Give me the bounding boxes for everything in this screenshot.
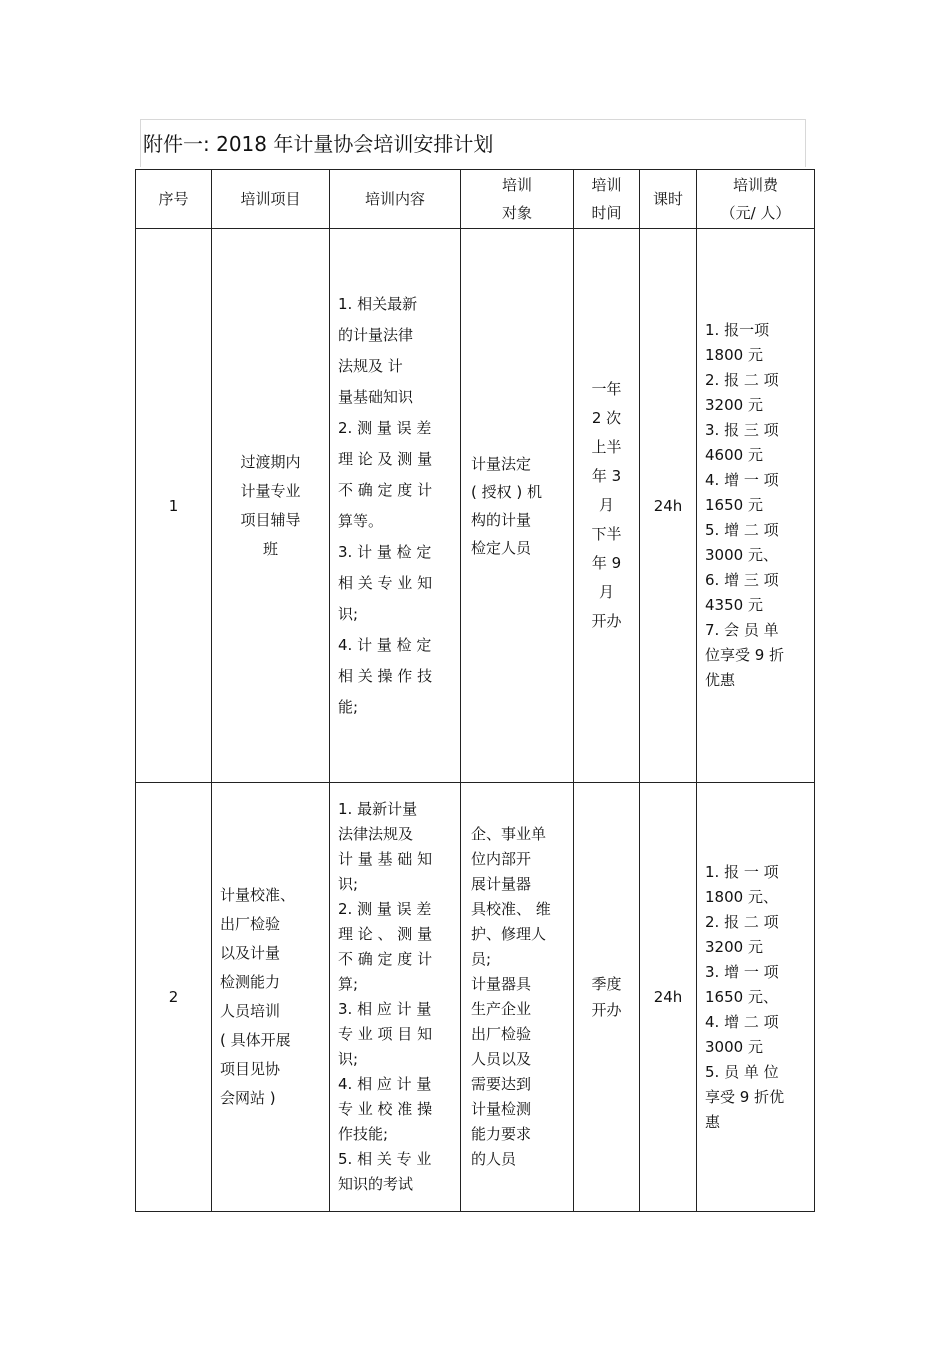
row-time: 一年 2 次 上半 年 3 月 下半 年 9 月 开办 xyxy=(574,229,640,783)
row-target: 计量法定 ( 授权 ) 机 构的计量 检定人员 xyxy=(461,229,574,783)
page-title: 附件一: 2018 年计量协会培训安排计划 xyxy=(143,132,494,156)
table-row xyxy=(136,229,815,783)
row-target: 企、事业单 位内部开 展计量器 具校准、 维 护、修理人 员; 计量器具 生产企业 出厂检验 人员以及 需要达到 计量检测 能力要求 的人员 xyxy=(461,783,574,1212)
training-plan-table xyxy=(135,169,815,1212)
header-project: 培训项目 xyxy=(212,170,330,229)
row-time: 季度 开办 xyxy=(574,783,640,1212)
header-time: 培训 时间 xyxy=(574,170,640,229)
row-no: 1 xyxy=(136,229,212,783)
row-project: 过渡期内 计量专业 项目辅导 班 xyxy=(212,229,330,783)
row-fee: 1. 报一项 1800 元 2. 报 二 项 3200 元 3. 报 三 项 4600 元 4. 增 一 项 1650 元 5. 增 二 项 3000 元、 6. 增 三 项 4350 元 7. 会 员 单 位享受 9 折 优惠 xyxy=(697,229,815,783)
row-hours: 24h xyxy=(640,229,697,783)
header-fee: 培训费 （元/ 人） xyxy=(697,170,815,229)
row-hours: 24h xyxy=(640,783,697,1212)
row-fee: 1. 报 一 项 1800 元、 2. 报 二 项 3200 元 3. 增 一 项 1650 元、 4. 增 二 项 3000 元 5. 员 单 位 享受 9 折优 惠 xyxy=(697,783,815,1212)
header-no: 序号 xyxy=(136,170,212,229)
table-row xyxy=(136,783,815,1212)
row-project: 计量校准、 出厂检验 以及计量 检测能力 人员培训 ( 具体开展 项目见协 会网站 ) xyxy=(212,783,330,1212)
row-content: 1. 相关最新 的计量法律 法规及 计 量基础知识 2. 测 量 误 差 理 论 及 测 量 不 确 定 度 计 算等。 3. 计 量 检 定 相 关 专 业 知 识; 4. 计 量 检 定 相 关 操 作 技 能; xyxy=(330,229,461,783)
row-content: 1. 最新计量 法律法规及 计 量 基 础 知 识; 2. 测 量 误 差 理 论 、 测 量 不 确 定 度 计 算; 3. 相 应 计 量 专 业 项 目 知 识; 4. 相 应 计 量 专 业 校 准 操 作技能; 5. 相 关 专 业 知识的考试 xyxy=(330,783,461,1212)
row-no: 2 xyxy=(136,783,212,1212)
header-hours: 课时 xyxy=(640,170,697,229)
header-content: 培训内容 xyxy=(330,170,461,229)
table-header-row xyxy=(136,170,815,229)
header-target: 培训 对象 xyxy=(461,170,574,229)
